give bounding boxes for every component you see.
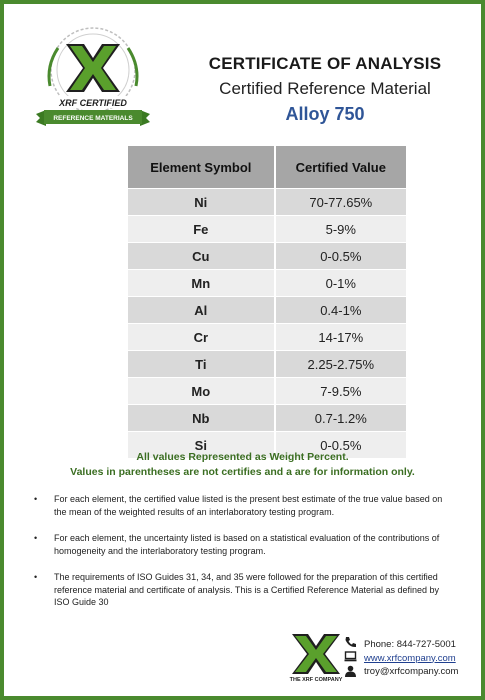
certified-value-cell: 0.4-1% xyxy=(275,297,406,324)
company-logo-graphic xyxy=(288,632,344,682)
column-header-certified-value: Certified Value xyxy=(275,146,406,189)
element-symbol-cell: Ti xyxy=(128,351,275,378)
certificate-header xyxy=(180,54,470,125)
column-header-element-symbol: Element Symbol xyxy=(128,146,275,189)
table-row xyxy=(128,189,406,216)
email-address[interactable]: troy@xrfcompany.com xyxy=(364,666,459,677)
element-symbol-cell: Nb xyxy=(128,405,275,432)
certificate-title: CERTIFICATE OF ANALYSIS xyxy=(208,54,442,73)
element-symbol-cell: Ni xyxy=(128,189,275,216)
company-logo-text: THE XRF COMPANY xyxy=(289,677,343,682)
contact-icons xyxy=(344,636,360,680)
element-symbol-cell: Mn xyxy=(128,270,275,297)
bullet-glyph: • xyxy=(34,572,38,582)
xrf-certified-badge xyxy=(32,26,154,136)
bullet-text: For each element, the certified value listed is the present best estimate of the true value based on the mean of the weighted results of an interlaboratory testing program. xyxy=(54,494,443,517)
table-row xyxy=(128,324,406,351)
phone-number: Phone: 844-727-5001 xyxy=(364,639,456,650)
element-symbol-cell: Fe xyxy=(128,216,275,243)
table-row xyxy=(128,243,406,270)
bullet-text: The requirements of ISO Guides 31, 34, and 35 were followed for the preparation of this certified reference material and certificate of analysis. This is a Certified Reference Material as defined by ISO Guide 30 xyxy=(54,572,440,607)
bullet-glyph: • xyxy=(34,533,38,543)
contact-info xyxy=(364,638,458,679)
certificate-subtitle: Certified Reference Material xyxy=(219,79,431,98)
element-symbol-cell: Mo xyxy=(128,378,275,405)
table-row xyxy=(128,297,406,324)
certified-value-cell: 7-9.5% xyxy=(275,378,406,405)
bullet-glyph: • xyxy=(34,494,38,504)
list-item xyxy=(34,571,452,609)
element-symbol-cell: Al xyxy=(128,297,275,324)
computer-icon xyxy=(344,651,357,662)
table-row xyxy=(128,216,406,243)
element-symbol-cell: Si xyxy=(128,432,275,459)
weight-percent-note: All values Represented as Weight Percent. xyxy=(136,451,349,463)
badge-ribbon-text: REFERENCE MATERIALS xyxy=(53,115,133,122)
badge-logo-text: XRF CERTIFIED xyxy=(59,98,127,108)
table-row xyxy=(128,270,406,297)
table-row xyxy=(128,351,406,378)
table-row xyxy=(128,378,406,405)
certified-value-cell: 2.25-2.75% xyxy=(275,351,406,378)
certified-value-cell: 14-17% xyxy=(275,324,406,351)
certified-value-cell: 70-77.65% xyxy=(275,189,406,216)
bullet-text: For each element, the uncertainty listed is based on a statistical evaluation of the contributions of homogeneity and the interlaboratory testing program. xyxy=(54,533,440,556)
list-item xyxy=(34,532,452,557)
certified-value-cell: 0-0.5% xyxy=(275,243,406,270)
certified-values-table xyxy=(128,146,406,458)
badge-graphic xyxy=(32,26,154,136)
phone-icon xyxy=(344,636,357,648)
certified-value-cell: 5-9% xyxy=(275,216,406,243)
certified-value-cell: 0-1% xyxy=(275,270,406,297)
table-row xyxy=(128,405,406,432)
certified-value-cell: 0-0.5% xyxy=(275,432,406,459)
element-symbol-cell: Cr xyxy=(128,324,275,351)
element-symbol-cell: Cu xyxy=(128,243,275,270)
user-icon xyxy=(344,665,357,677)
table-header-row xyxy=(128,146,406,189)
certified-value-cell: 0.7-1.2% xyxy=(275,405,406,432)
parentheses-note: Values in parentheses are not certifies and a are for information only. xyxy=(70,466,415,478)
product-name: Alloy 750 xyxy=(285,104,365,124)
list-item xyxy=(34,493,452,518)
certification-bullet-list xyxy=(34,493,452,623)
website-link[interactable]: www.xrfcompany.com xyxy=(364,652,456,664)
xrf-company-logo xyxy=(288,632,344,682)
